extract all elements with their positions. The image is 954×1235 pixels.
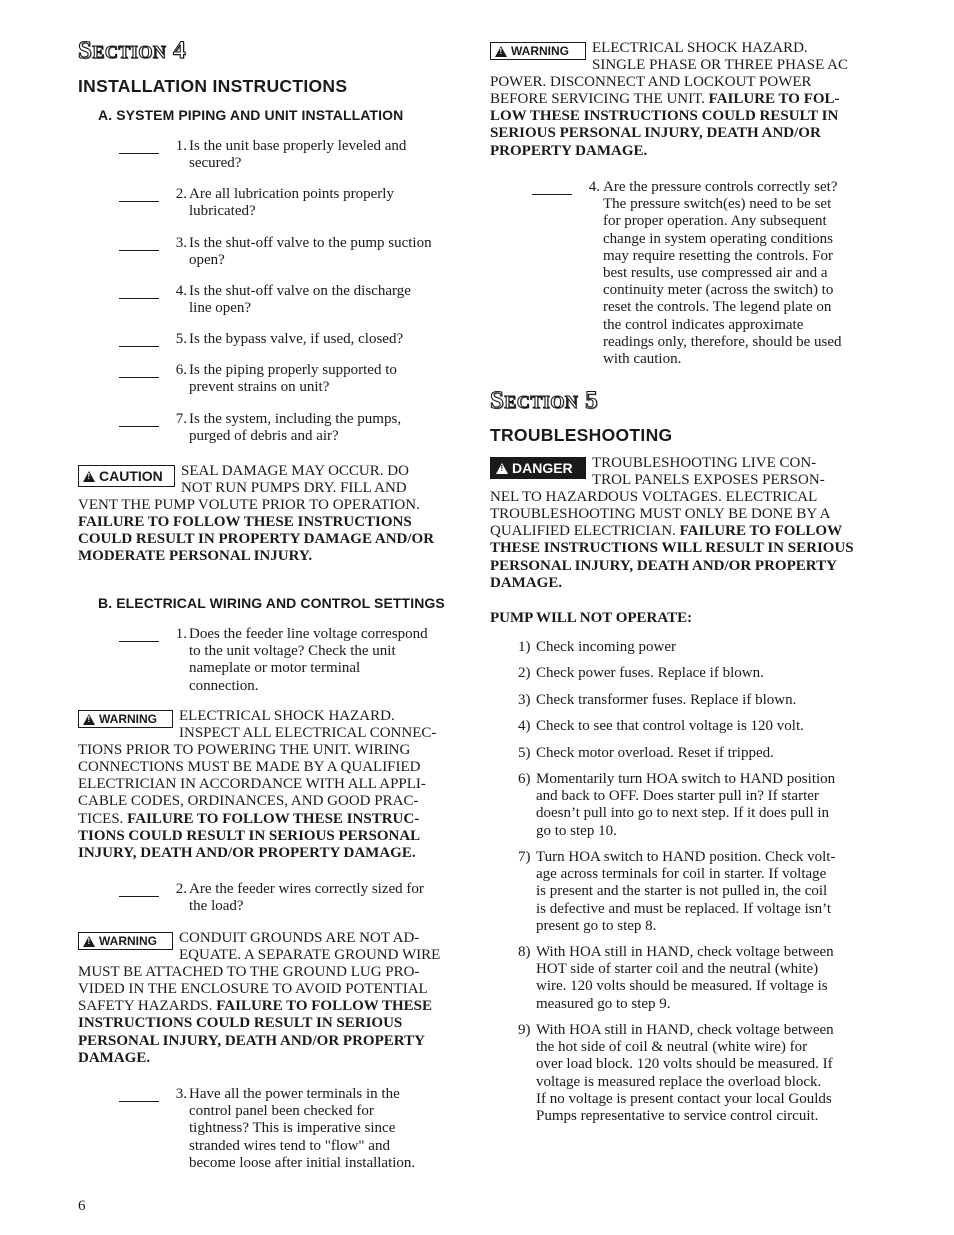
item-text: Is the unit base properly leveled and secured? — [189, 138, 407, 172]
item-number: 4. — [175, 283, 187, 299]
alert-triangle-icon: ! — [495, 46, 507, 57]
item-number: 6. — [175, 362, 187, 378]
check-blank[interactable] — [119, 331, 159, 347]
step-text: With HOA still in HAND, check voltage between HOT side of starter coil and the neutral (white) wire. 120 volts should be measured. If voltage is measured go to step 9. — [536, 944, 834, 1012]
alert-triangle-icon: ! — [83, 714, 95, 725]
item-text: Is the shut-off valve to the pump suction open? — [189, 235, 432, 269]
step-text: Check power fuses. Replace if blown. — [536, 665, 764, 681]
warning-badge: ! WARNING — [490, 42, 586, 60]
check-blank[interactable] — [532, 179, 572, 195]
check-blank[interactable] — [119, 283, 159, 299]
subsection-b-heading: B. ELECTRICAL WIRING AND CONTROL SETTINGS — [98, 595, 445, 611]
warning-badge: ! WARNING — [78, 710, 173, 728]
step-text: Check incoming power — [536, 639, 676, 655]
caution-badge: ! CAUTION — [78, 465, 175, 487]
page-number: 6 — [78, 1198, 86, 1214]
item-number: 1. — [175, 138, 187, 154]
check-blank[interactable] — [119, 626, 159, 642]
alert-triangle-icon: ! — [83, 471, 95, 482]
caution-notice — [78, 463, 462, 566]
warning-badge: ! WARNING — [78, 932, 173, 950]
check-blank[interactable] — [119, 186, 159, 202]
check-blank[interactable] — [119, 881, 159, 897]
step-number: 3) — [518, 692, 531, 708]
step-number: 2) — [518, 665, 531, 681]
danger-text: TROUBLESHOOTING LIVE CON- TROL PANELS EXPOSES PERSON- NEL TO HAZARDOUS VOLTAGES. ELECTRICAL TROUBLESHOOTING MUST ONLY BE DONE BY A QUALIFIED ELECTRICIAN. FAILURE TO FOLLOW THESE INSTRUCTIONS WILL RESULT IN SERIOUS PERSONAL INJURY, DEATH AND/OR PROPERTY DAMAGE. — [490, 455, 854, 591]
item-text: Is the shut-off valve on the discharge line open? — [189, 283, 411, 317]
item-number: 7. — [175, 411, 187, 427]
warning-notice-2 — [78, 930, 462, 1067]
item-text: Are all lubrication points properly lubricated? — [189, 186, 394, 220]
alert-triangle-icon: ! — [496, 463, 508, 474]
installation-heading: INSTALLATION INSTRUCTIONS — [78, 76, 348, 96]
check-blank[interactable] — [119, 411, 159, 427]
step-text: With HOA still in HAND, check voltage between the hot side of coil & neutral (white wire) for over load block. 120 volts should be measured. If voltage is measured replace the overload block. If no voltage is present contact your local Goulds Pumps representative to service control circuit. — [536, 1022, 834, 1125]
caution-text: SEAL DAMAGE MAY OCCUR. DO NOT RUN PUMPS DRY. FILL AND VENT THE PUMP VOLUTE PRIOR TO OPERATION. FAILURE TO FOLLOW THESE INSTRUCTIONS COULD RESULT IN PROPERTY DAMAGE AND/OR MODERATE PERSONAL INJURY. — [78, 463, 435, 565]
section-5-title: Section 5 — [490, 387, 599, 414]
step-number: 4) — [518, 718, 531, 734]
step-text: Check motor overload. Reset if tripped. — [536, 745, 774, 761]
step-number: 7) — [518, 849, 531, 865]
step-number: 9) — [518, 1022, 531, 1038]
warning-notice-1 — [78, 708, 462, 862]
item-number: 3. — [175, 235, 187, 251]
item-text: Is the bypass valve, if used, closed? — [189, 331, 404, 347]
step-number: 6) — [518, 771, 531, 787]
step-number: 1) — [518, 639, 531, 655]
section-4-title: Section 4 — [78, 37, 187, 64]
item-number: 5. — [175, 331, 187, 347]
warning-text: CONDUIT GROUNDS ARE NOT AD- EQUATE. A SEPARATE GROUND WIRE MUST BE ATTACHED TO THE GROUND LUG PRO- VIDED IN THE ENCLOSURE TO AVOID POTENTIAL SAFETY HAZARDS. FAILURE TO FOLLOW THESE INSTRUCTIONS COULD RESULT IN SERIOUS PERSONAL INJURY, DEATH AND/OR PROPERTY DAMAGE. — [78, 930, 441, 1066]
warning-text: ELECTRICAL SHOCK HAZARD. SINGLE PHASE OR THREE PHASE AC POWER. DISCONNECT AND LOCKOUT POWER BEFORE SERVICING THE UNIT. FAILURE TO FOL- LOW THESE INSTRUCTIONS COULD RESULT IN SERIOUS PERSONAL INJURY, DEATH AND/OR PROPERTY DAMAGE. — [490, 40, 849, 159]
check-blank[interactable] — [119, 1086, 159, 1102]
check-blank[interactable] — [119, 235, 159, 251]
item-number: 2. — [175, 186, 187, 202]
danger-badge: ! DANGER — [490, 457, 586, 479]
check-blank[interactable] — [119, 138, 159, 154]
step-text: Turn HOA switch to HAND position. Check volt- age across terminals for coil in starter. If voltage is present and the starter is not pulled in, the coil is defective and must be replaced. If voltage isn’t present go to step 8. — [536, 849, 836, 934]
step-text: Momentarily turn HOA switch to HAND position and back to OFF. Does starter pull in? If starter doesn’t pull into go to next step. If it does pull in go to step 10. — [536, 771, 836, 839]
danger-notice — [490, 455, 874, 592]
pump-will-not-operate-heading: PUMP WILL NOT OPERATE: — [490, 610, 693, 626]
step-text: Check transformer fuses. Replace if blown. — [536, 692, 797, 708]
step-text: Check to see that control voltage is 120 volt. — [536, 718, 804, 734]
item-text: Is the system, including the pumps, purged of debris and air? — [189, 411, 402, 445]
warning-notice-3 — [490, 40, 874, 160]
item-text: Is the piping properly supported to prevent strains on unit? — [189, 362, 397, 396]
step-number: 5) — [518, 745, 531, 761]
warning-text: ELECTRICAL SHOCK HAZARD. INSPECT ALL ELECTRICAL CONNEC- TIONS PRIOR TO POWERING THE UNIT. WIRING CONNECTIONS MUST BE MADE BY A QUALIFIED ELECTRICIAN IN ACCORDANCE WITH ALL APPLI- CABLE CODES, ORDINANCES, AND GOOD PRAC- TICES. FAILURE TO FOLLOW THESE INSTRUC- TIONS COULD RESULT IN SERIOUS PERSONAL INJURY, DEATH AND/OR PROPERTY DAMAGE. — [78, 708, 437, 861]
check-blank[interactable] — [119, 362, 159, 378]
troubleshooting-heading: TROUBLESHOOTING — [490, 425, 673, 445]
step-number: 8) — [518, 944, 531, 960]
subsection-a-heading: A. SYSTEM PIPING AND UNIT INSTALLATION — [98, 107, 404, 123]
alert-triangle-icon: ! — [83, 936, 95, 947]
